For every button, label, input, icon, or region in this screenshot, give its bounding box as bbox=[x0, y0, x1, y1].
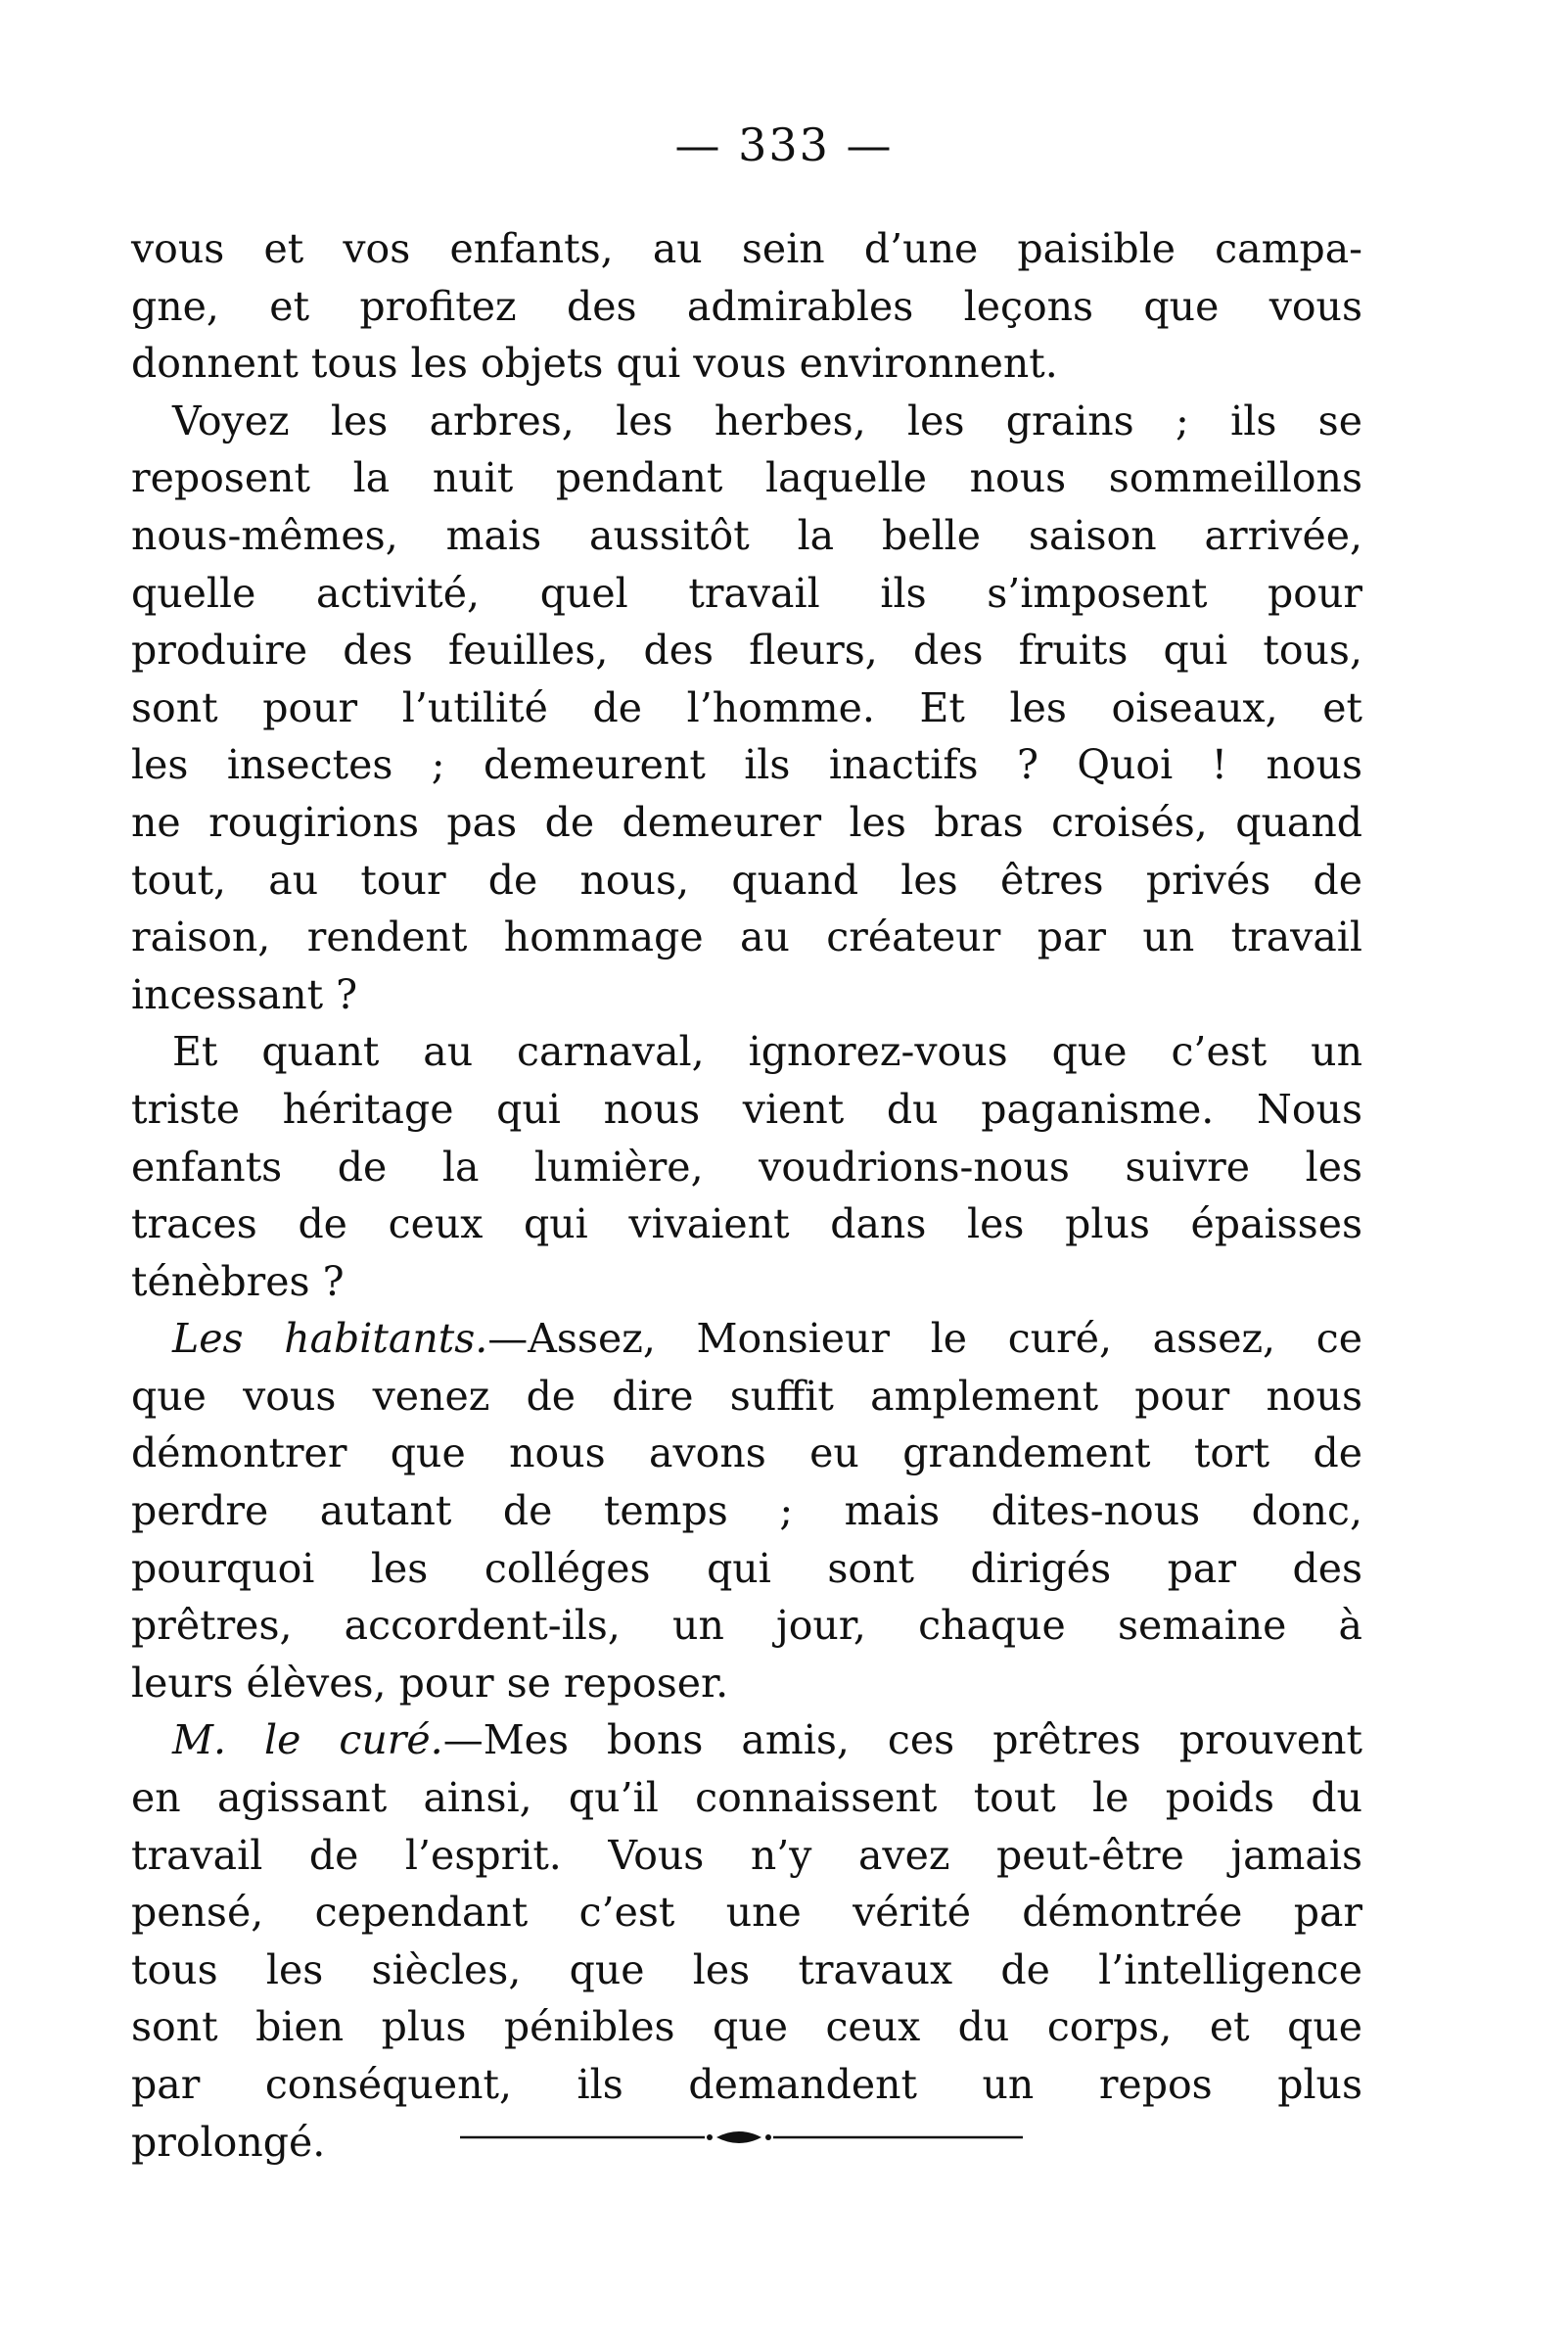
text-line: prêtres, accordent-ils, un jour, chaque semaine à bbox=[131, 1602, 1362, 1650]
text-line: quelle activité, quel travail ils s’imposent pour bbox=[131, 569, 1362, 617]
text-line: ténèbres ? bbox=[131, 1257, 345, 1305]
text-line: donnent tous les objets qui vous environnent. bbox=[131, 340, 1058, 388]
text-line: pourquoi les colléges qui sont dirigés par des bbox=[131, 1544, 1362, 1592]
speaker-label: Les habitants. bbox=[172, 1315, 488, 1363]
speaker-label: M. le curé. bbox=[172, 1716, 443, 1764]
text-line: ne rougirions pas de demeurer les bras croisés, quand bbox=[131, 798, 1362, 846]
text-line: tout, au tour de nous, quand les êtres privés de bbox=[131, 856, 1362, 904]
text-line: en agissant ainsi, qu’il connaissent tout le poids du bbox=[131, 1774, 1362, 1822]
text-line: que vous venez de dire suffit amplement pour nous bbox=[131, 1372, 1362, 1420]
text-line: les insectes ; demeurent ils inactifs ? Quoi ! nous bbox=[131, 741, 1362, 789]
text-line: Voyez les arbres, les herbes, les grains ; ils se bbox=[172, 397, 1362, 445]
text-line: produire des feuilles, des fleurs, des fruits qui tous, bbox=[131, 627, 1362, 675]
text-line: pensé, cependant c’est une vérité démontrée par bbox=[131, 1889, 1362, 1937]
end-ornament-divider bbox=[460, 2123, 1023, 2152]
text-line: sont pour l’utilité de l’homme. Et les oiseaux, et bbox=[131, 683, 1362, 731]
text-line: traces de ceux qui vivaient dans les plus épaisses bbox=[131, 1200, 1362, 1248]
text-line: Et quant au carnaval, ignorez-vous que c’est un bbox=[172, 1028, 1362, 1076]
page-number: — 333 — bbox=[674, 118, 894, 171]
body-text bbox=[131, 220, 1362, 2171]
text-line: tous les siècles, que les travaux de l’intelligence bbox=[131, 1945, 1362, 1993]
text-line: démontrer que nous avons eu grandement tort de bbox=[131, 1429, 1362, 1477]
text-line: leurs élèves, pour se reposer. bbox=[131, 1659, 729, 1707]
text-line: incessant ? bbox=[131, 970, 358, 1018]
dialogue-line bbox=[131, 1711, 1362, 1769]
text-line: gne, et profitez des admirables leçons que vous bbox=[131, 282, 1362, 330]
text-line: raison, rendent hommage au créateur par un travail bbox=[131, 913, 1362, 961]
text-line: par conséquent, ils demandent un repos plus bbox=[131, 2061, 1362, 2108]
text-line: sont bien plus pénibles que ceux du corps, et que bbox=[131, 2003, 1362, 2051]
text-line: vous et vos enfants, au sein d’une paisible campa- bbox=[131, 225, 1362, 272]
dialogue-line bbox=[131, 1310, 1362, 1368]
text-line: nous-mêmes, mais aussitôt la belle saison arrivée, bbox=[131, 511, 1362, 559]
dialogue-text: —Assez, Monsieur le curé, assez, ce bbox=[487, 1315, 1362, 1363]
text-line: enfants de la lumière, voudrions-nous suivre les bbox=[131, 1143, 1362, 1191]
text-line: perdre autant de temps ; mais dites-nous donc, bbox=[131, 1487, 1362, 1535]
text-line: triste héritage qui nous vient du paganisme. Nous bbox=[131, 1085, 1362, 1133]
dialogue-text: —Mes bons amis, ces prêtres prouvent bbox=[442, 1716, 1362, 1764]
text-line: reposent la nuit pendant laquelle nous sommeillons bbox=[131, 454, 1362, 502]
text-line: prolongé. bbox=[131, 2118, 326, 2166]
text-line: travail de l’esprit. Vous n’y avez peut-être jamais bbox=[131, 1831, 1362, 1879]
